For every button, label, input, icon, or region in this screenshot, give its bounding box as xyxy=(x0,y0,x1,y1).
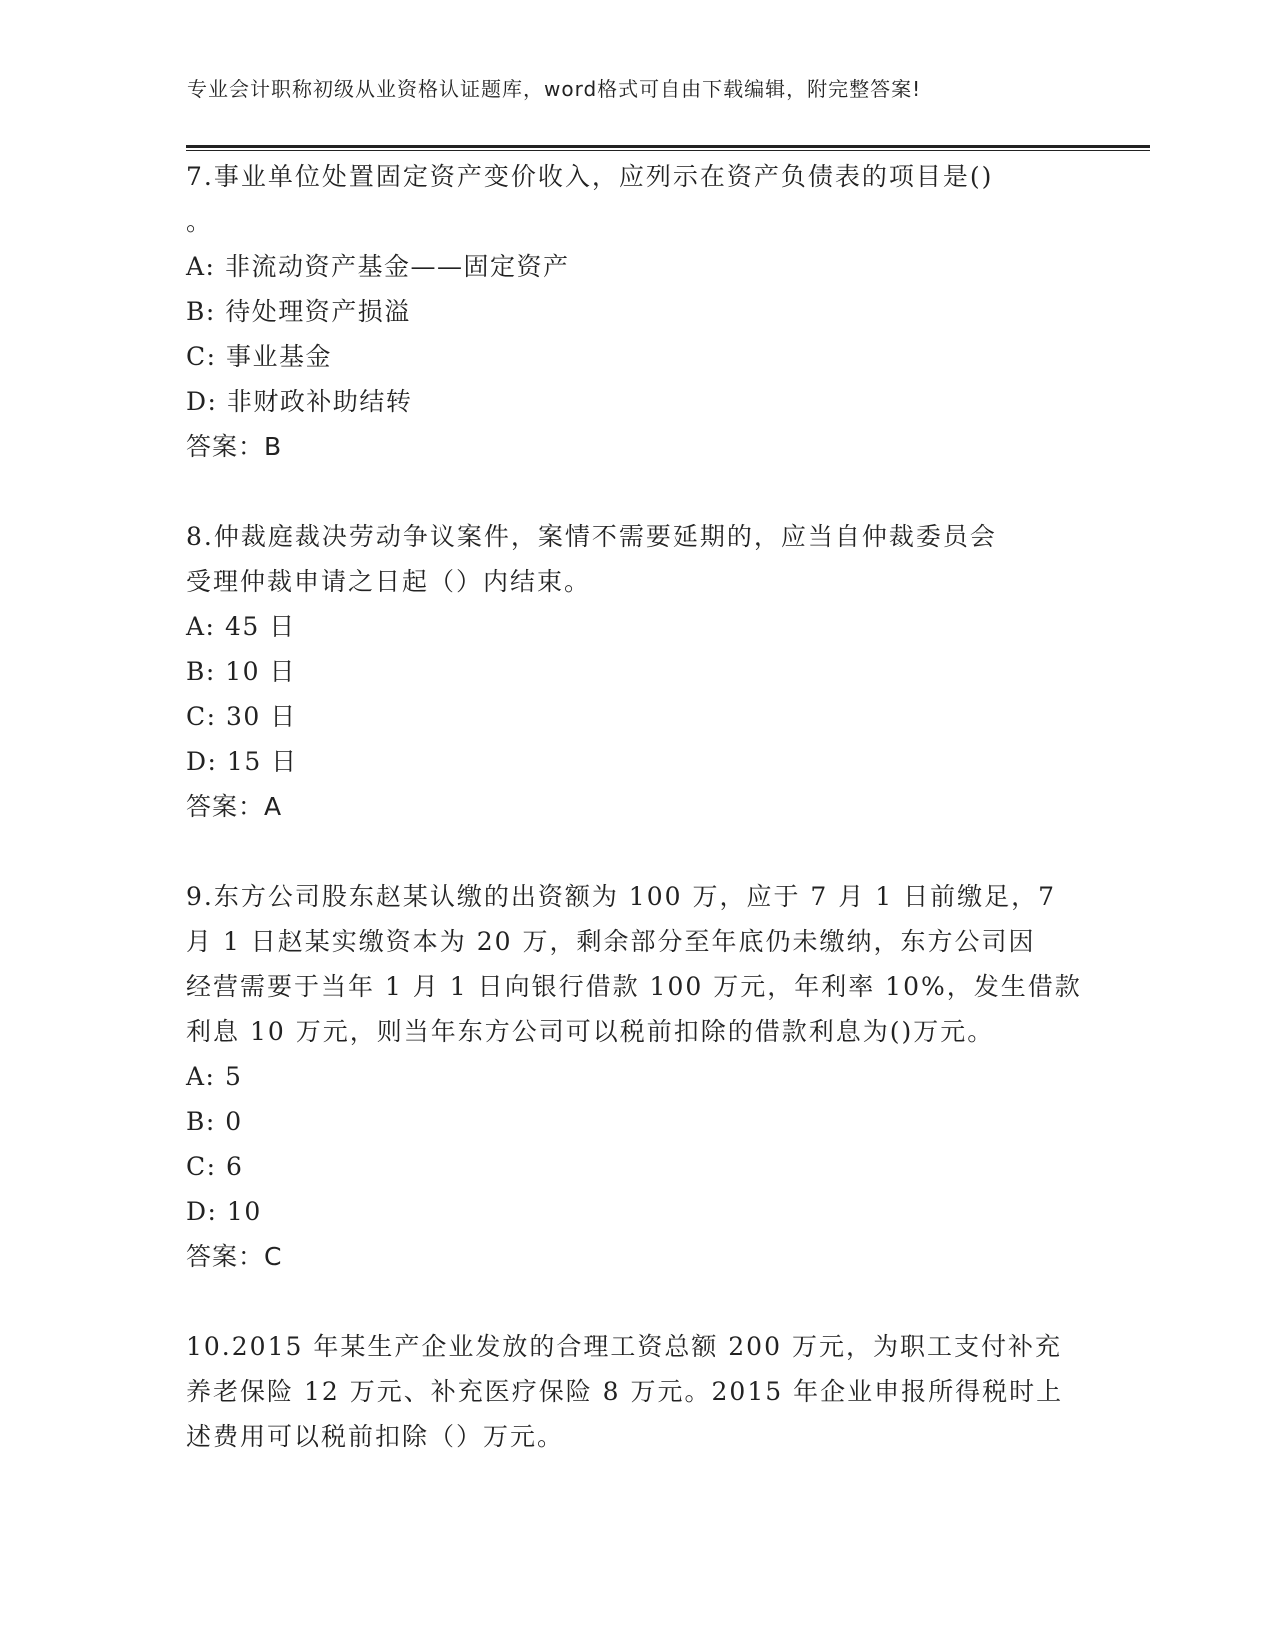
question-7 xyxy=(186,154,1086,469)
stem-line: 7.事业单位处置固定资产变价收入，应列示在资产负债表的项目是() xyxy=(186,162,994,191)
question-list xyxy=(186,154,1086,1459)
stem-line: 8.仲裁庭裁决劳动争议案件，案情不需要延期的，应当自仲裁委员会 xyxy=(186,522,997,551)
option-letter: D: xyxy=(186,387,218,416)
option-text: 15 日 xyxy=(226,747,298,776)
option-c xyxy=(186,694,1086,739)
option-letter: C: xyxy=(186,1152,217,1181)
question-spacer xyxy=(186,469,1086,514)
option-d xyxy=(186,739,1086,784)
question-8 xyxy=(186,514,1086,829)
option-text: 非流动资产基金——固定资产 xyxy=(224,252,570,281)
answer-line: 答案：B xyxy=(186,432,283,461)
question-9 xyxy=(186,874,1086,1279)
stem-line: 利息 10 万元，则当年东方公司可以税前扣除的借款利息为()万元。 xyxy=(186,1017,995,1046)
option-letter: B: xyxy=(186,1107,216,1136)
stem-line: 。 xyxy=(186,207,214,236)
option-letter: A: xyxy=(186,1062,216,1091)
option-letter: A: xyxy=(186,252,216,281)
option-text: 事业基金 xyxy=(226,342,333,371)
option-text: 0 xyxy=(225,1107,243,1136)
option-letter: C: xyxy=(186,702,217,731)
answer-line: 答案：C xyxy=(186,1242,283,1271)
stem-line: 月 1 日赵某实缴资本为 20 万，剩余部分至年底仍未缴纳，东方公司因 xyxy=(186,927,1036,956)
option-letter: D: xyxy=(186,1197,218,1226)
question-10 xyxy=(186,1324,1086,1459)
header-rule-thick xyxy=(186,145,1150,148)
option-letter: D: xyxy=(186,747,218,776)
option-letter: A: xyxy=(186,612,216,641)
stem-line: 养老保险 12 万元、补充医疗保险 8 万元。2015 年企业申报所得税时上 xyxy=(186,1377,1064,1406)
question-spacer xyxy=(186,829,1086,874)
option-c xyxy=(186,1144,1086,1189)
option-text: 待处理资产损溢 xyxy=(225,297,411,326)
option-a xyxy=(186,244,1086,289)
option-text: 45 日 xyxy=(224,612,296,641)
option-text: 10 xyxy=(226,1197,262,1226)
question-spacer xyxy=(186,1279,1086,1324)
option-letter: B: xyxy=(186,657,216,686)
stem-line: 经营需要于当年 1 月 1 日向银行借款 100 万元，年利率 10%，发生借款 xyxy=(186,972,1082,1001)
answer-line: 答案：A xyxy=(186,792,283,821)
question-stem xyxy=(186,514,1086,604)
page-header: 专业会计职称初级从业资格认证题库，word格式可自由下载编辑，附完整答案! xyxy=(187,77,922,101)
option-text: 6 xyxy=(226,1152,244,1181)
question-stem xyxy=(186,154,1086,244)
option-c xyxy=(186,334,1086,379)
option-b xyxy=(186,1099,1086,1144)
header-rule-thin xyxy=(186,150,1150,151)
question-stem xyxy=(186,1324,1086,1459)
question-stem xyxy=(186,874,1086,1054)
option-text: 5 xyxy=(224,1062,243,1091)
option-b xyxy=(186,289,1086,334)
stem-line: 10.2015 年某生产企业发放的合理工资总额 200 万元，为职工支付补充 xyxy=(186,1332,1062,1361)
option-d xyxy=(186,379,1086,424)
option-a xyxy=(186,604,1086,649)
stem-line: 受理仲裁申请之日起（）内结束。 xyxy=(186,567,592,596)
option-letter: C: xyxy=(186,342,217,371)
option-text: 30 日 xyxy=(226,702,297,731)
stem-line: 述费用可以税前扣除（）万元。 xyxy=(186,1422,565,1451)
option-a xyxy=(186,1054,1086,1099)
option-d xyxy=(186,1189,1086,1234)
option-text: 非财政补助结转 xyxy=(226,387,413,416)
option-b xyxy=(186,649,1086,694)
option-letter: B: xyxy=(186,297,216,326)
stem-line: 9.东方公司股东赵某认缴的出资额为 100 万，应于 7 月 1 日前缴足，7 xyxy=(186,882,1056,911)
option-text: 10 日 xyxy=(225,657,297,686)
